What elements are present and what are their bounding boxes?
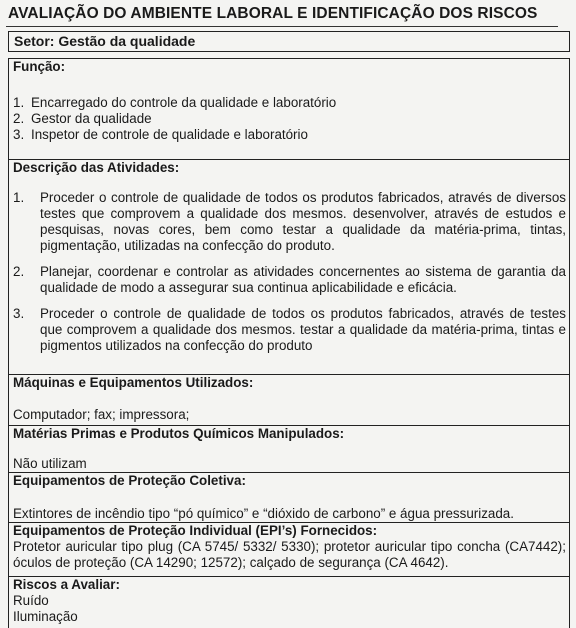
item-text: Proceder o controle de qualidade de todos os produtos fabricados, através de testes que comprovem a qualidade dos mesmos. testar a qualidade da matéria-prima, tintas e pigmentos utilizados na confecção do produto [40, 306, 566, 353]
item-text: Gestor da qualidade [31, 111, 152, 126]
item-number: 1. [13, 95, 25, 110]
descricao-heading: Descrição das Atividades: [13, 160, 180, 175]
document-title: AVALIAÇÃO DO AMBIENTE LABORAL E IDENTIFICAÇÃO DOS RISCOS [8, 5, 538, 22]
materias-text: Não utilizam [13, 456, 87, 471]
item-number: 3. [13, 127, 25, 142]
epi-text: Protetor auricular tipo plug (CA 5745/ 5332/ 5330); protetor auricular tipo concha (CA7442); óculos de proteção (CA 14290; 12572); calçado de segurança (CA 4642). [13, 539, 566, 570]
risk-item: Iluminação [13, 609, 78, 624]
sector-box: Setor: Gestão da qualidade [8, 31, 570, 52]
epi-section [8, 522, 570, 576]
epi-heading: Equipamentos de Proteção Individual (EPI’s) Fornecidos: [13, 523, 378, 538]
risk-item: Ruído [13, 593, 49, 608]
epc-heading: Equipamentos de Proteção Coletiva: [13, 473, 246, 488]
maquinas-heading: Máquinas e Equipamentos Utilizados: [13, 375, 254, 390]
item-number: 1. [13, 190, 25, 205]
funcao-item [13, 95, 570, 111]
funcao-heading: Função: [13, 59, 66, 74]
item-text: Encarregado do controle da qualidade e laboratório [31, 95, 337, 110]
epc-text: Extintores de incêndio tipo “pó químico” e “dióxido de carbono” e água pressurizada. [13, 506, 514, 521]
descricao-item [13, 264, 570, 296]
maquinas-section [8, 374, 570, 425]
title-underline [6, 26, 558, 27]
funcao-section [8, 58, 570, 159]
funcao-item [13, 127, 570, 143]
riscos-section [8, 576, 570, 623]
item-text: Proceder o controle de qualidade de todos os produtos fabricados, através de diversos testes que comprovem a qualidade dos mesmos. desenvolver, através de estudos e pesquisas, novas cores, bem como testar a qualidade da matéria-prima, tintas, pigmentação, utilizadas na confecção do produto. [40, 190, 566, 253]
materias-section [8, 425, 570, 472]
item-number: 2. [13, 111, 25, 126]
descricao-section [8, 159, 570, 374]
item-text: Inspetor de controle de qualidade e laboratório [31, 127, 308, 142]
item-number: 3. [13, 306, 25, 321]
item-number: 2. [13, 264, 25, 279]
descricao-item [13, 306, 570, 354]
funcao-item [13, 111, 570, 127]
maquinas-text: Computador; fax; impressora; [13, 407, 190, 422]
materias-heading: Matérias Primas e Produtos Químicos Manipulados: [13, 426, 345, 441]
epc-section [8, 472, 570, 522]
item-text: Planejar, coordenar e controlar as atividades concernentes ao sistema de garantia da qualidade de modo a assegurar sua continua aplicabilidade e eficácia. [40, 264, 566, 295]
riscos-heading: Riscos a Avaliar: [13, 577, 120, 592]
descricao-item [13, 190, 570, 254]
